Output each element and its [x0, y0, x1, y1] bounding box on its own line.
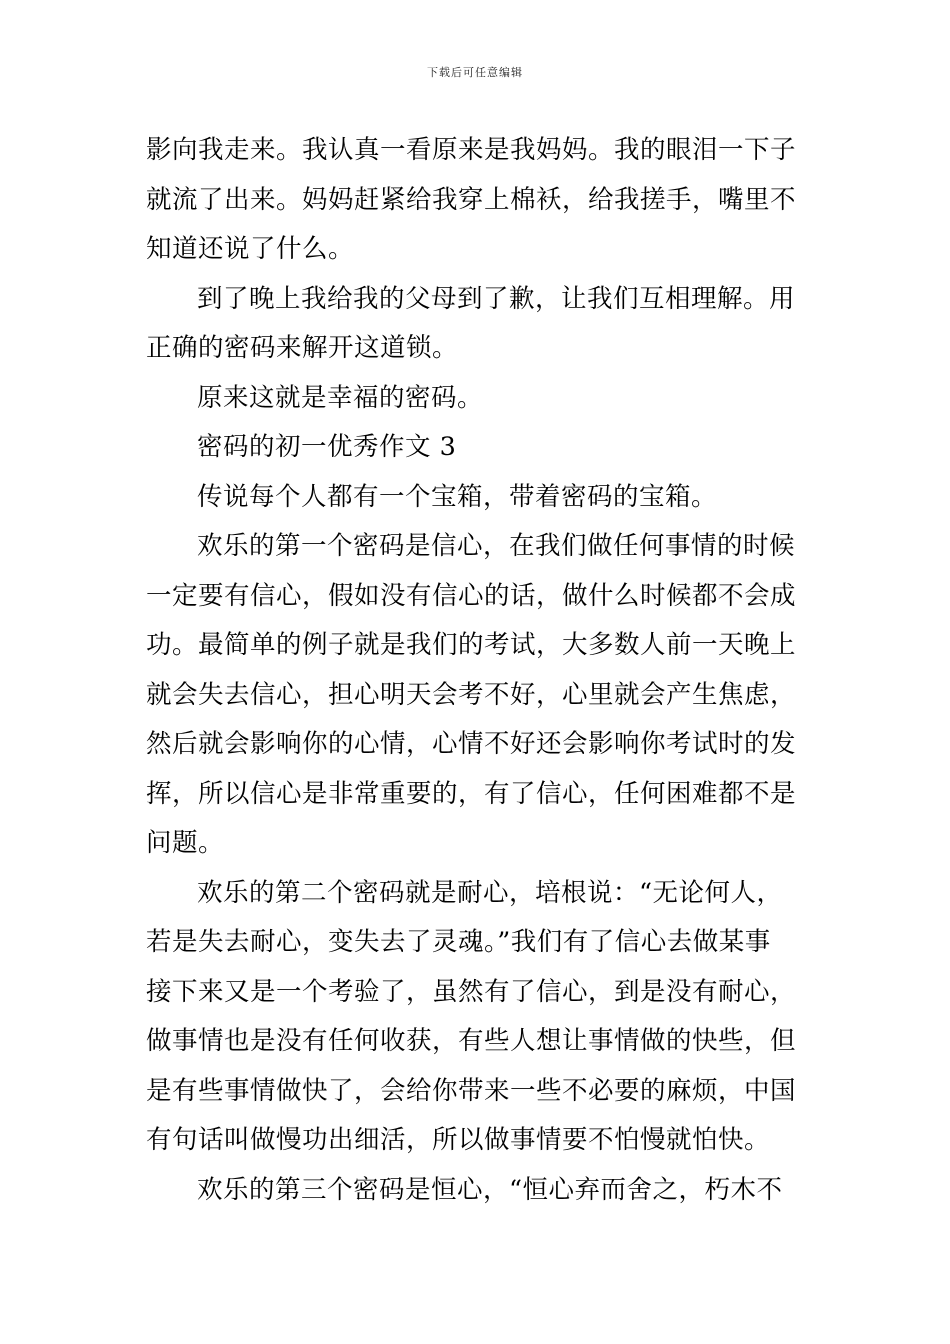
section-heading: 密码的初一优秀作文 3	[197, 432, 457, 462]
text-line: 欢乐的第二个密码就是耐心，培根说：“无论何人，	[197, 877, 783, 908]
text-line: 就流了出来。妈妈赶紧给我穿上棉袄，给我搓手，嘴里不	[146, 184, 797, 215]
text-line: 做事情也是没有任何收获，有些人想让事情做的快些，但	[146, 1026, 797, 1056]
text-line: 是有些事情做快了，会给你带来一些不必要的麻烦，中国	[146, 1075, 797, 1106]
text-line: 一定要有信心，假如没有信心的话，做什么时候都不会成	[146, 580, 797, 611]
text-line: 就会失去信心，担心明天会考不好，心里就会产生焦虑，	[146, 679, 797, 710]
text-line: 传说每个人都有一个宝箱，带着密码的宝箱。	[197, 481, 718, 512]
text-line: 欢乐的第三个密码是恒心，“恒心弃而舍之，朽木不	[197, 1174, 783, 1205]
text-line: 原来这就是幸福的密码。	[197, 382, 484, 413]
text-line: 然后就会影响你的心情，心情不好还会影响你考试时的发	[146, 729, 797, 759]
text-line: 到了晚上我给我的父母到了歉，让我们互相理解。用	[197, 283, 796, 314]
text-line: 欢乐的第一个密码是信心，在我们做任何事情的时候	[197, 531, 796, 561]
document-body	[146, 126, 808, 1215]
page-header: 下载后可任意编辑	[427, 66, 523, 79]
text-line: 正确的密码来解开这道锁。	[146, 333, 459, 363]
text-line: 功。最简单的例子就是我们的考试，大多数人前一天晚上	[146, 630, 797, 660]
text-line: 问题。	[146, 828, 225, 858]
text-line: 知道还说了什么。	[146, 234, 355, 264]
text-line: 影向我走来。我认真一看原来是我妈妈。我的眼泪一下子	[146, 135, 797, 165]
text-line: 接下来又是一个考验了，虽然有了信心，到是没有耐心，	[146, 976, 797, 1007]
text-line: 挥，所以信心是非常重要的，有了信心，任何困难都不是	[146, 778, 797, 809]
text-line: 有句话叫做慢功出细活，所以做事情要不怕慢就怕快。	[146, 1125, 771, 1155]
text-line: 若是失去耐心，变失去了灵魂。”我们有了信心去做某事	[146, 927, 771, 957]
